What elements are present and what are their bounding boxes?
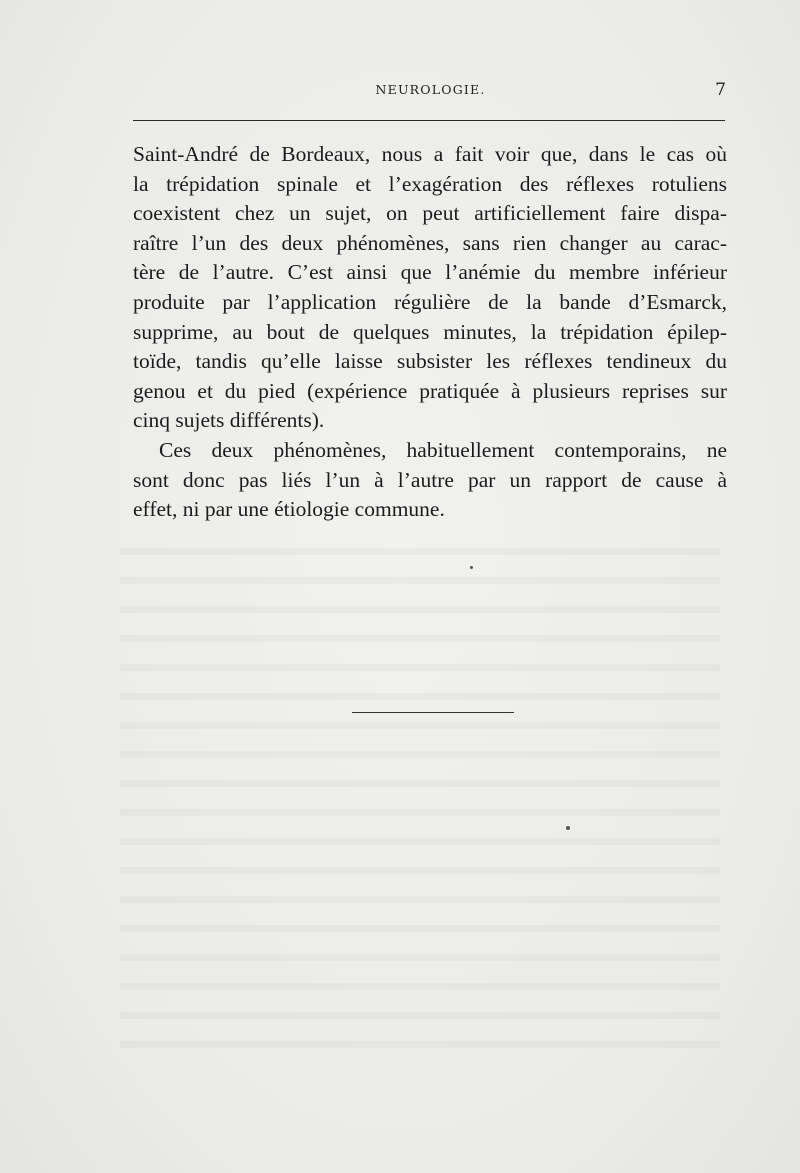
- text-line: effet, ni par une étiologie commune.: [133, 497, 445, 522]
- show-through-text: [120, 530, 720, 1070]
- ink-speck: [566, 826, 570, 830]
- text-line: coexistent chez un sujet, on peut artificiellement faire dispa-: [133, 201, 727, 226]
- text-line: Ces deux phénomènes, habituellement contemporains, ne: [159, 437, 727, 462]
- text-line: supprime, au bout de quelques minutes, la trépidation épilep-: [133, 319, 727, 344]
- ink-speck: [470, 566, 473, 569]
- page-number: 7: [715, 80, 726, 100]
- text-line: la trépidation spinale et l’exagération des réflexes rotuliens: [133, 171, 727, 196]
- header-rule: [133, 120, 725, 121]
- text-line: Saint-André de Bordeaux, nous a fait voir que, dans le cas où: [133, 142, 727, 166]
- paragraph-2: [133, 436, 727, 525]
- running-head-title: NEUROLOGIE.: [375, 82, 486, 97]
- running-head: [133, 82, 728, 104]
- text-line: tère de l’autre. C’est ainsi que l’anémie du membre inférieur: [133, 260, 727, 285]
- body-text: [133, 140, 727, 525]
- text-line: genou et du pied (expérience pratiquée à plusieurs reprises sur: [133, 378, 727, 403]
- text-line: produite par l’application régulière de la bande d’Esmarck,: [133, 289, 727, 314]
- text-line: raître l’un des deux phénomènes, sans rien changer au carac-: [133, 230, 727, 255]
- text-line: cinq sujets différents).: [133, 408, 325, 433]
- text-line: toïde, tandis qu’elle laisse subsister les réflexes tendineux du: [133, 349, 727, 374]
- paragraph-1: [133, 140, 727, 436]
- text-line: sont donc pas liés l’un à l’autre par un rapport de cause à: [133, 467, 727, 492]
- end-rule: [352, 712, 514, 713]
